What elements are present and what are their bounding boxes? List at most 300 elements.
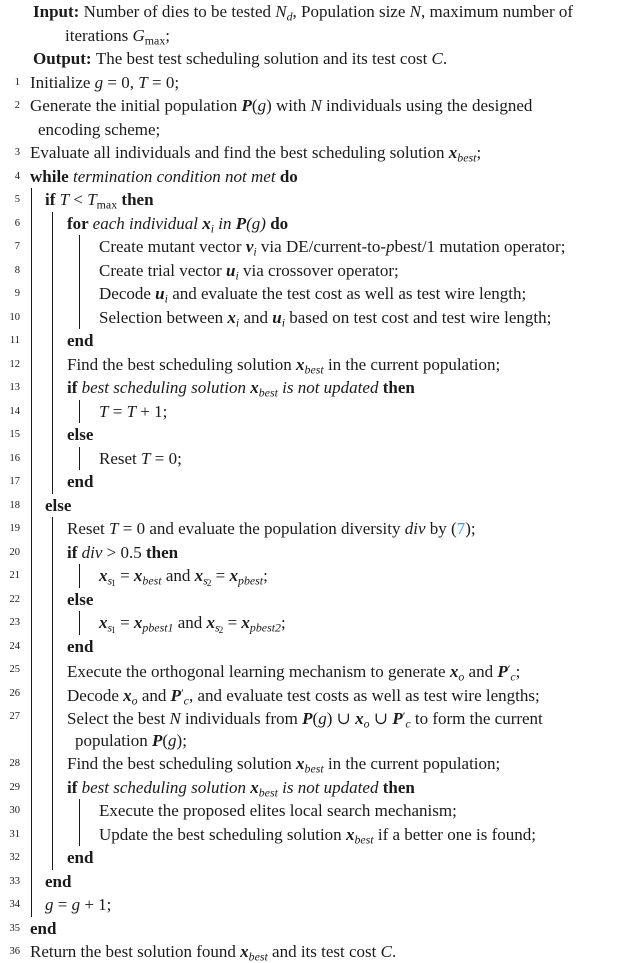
line-number: 34 — [9, 899, 20, 910]
text-part: if — [67, 542, 82, 562]
indent-rule — [79, 564, 80, 588]
text-part: pbest1 — [142, 620, 174, 635]
algo-line — [0, 611, 640, 635]
indent-rule — [79, 823, 80, 847]
algo-line — [0, 494, 640, 518]
text-part: . — [391, 942, 397, 961]
text-part: u — [225, 260, 236, 280]
text-part: s — [107, 620, 113, 635]
indent-rule — [31, 235, 32, 259]
text-part: 1 — [111, 579, 116, 590]
algo-line — [0, 823, 640, 847]
text-part: C — [380, 942, 392, 961]
text-part: in — [214, 213, 236, 233]
text-part: best — [248, 949, 268, 963]
text-part: pbest — [238, 573, 264, 588]
line-number: 25 — [9, 664, 20, 675]
indent-rule — [52, 541, 53, 565]
text-part: + 1; — [80, 895, 112, 914]
indent-rule — [79, 259, 80, 283]
text-part: if — [67, 378, 82, 397]
text-part: , Population size — [292, 2, 410, 21]
text-part: ) — [260, 213, 266, 233]
line-text — [67, 541, 640, 565]
indent-rule — [52, 235, 53, 259]
line-number: 32 — [9, 852, 20, 863]
indent-rule — [52, 846, 53, 870]
text-part: div — [404, 519, 426, 538]
text-part: x — [250, 378, 259, 397]
line-number: 29 — [9, 781, 20, 793]
indent-rule — [52, 682, 53, 706]
indent-rule — [52, 470, 53, 494]
text-part: best scheduling solution — [81, 378, 251, 397]
text-part: max — [96, 197, 118, 212]
algo-line — [0, 71, 640, 95]
algo-line — [0, 447, 640, 471]
algo-line — [0, 893, 640, 917]
text-part: if — [45, 190, 60, 209]
text-part: N — [169, 709, 181, 729]
text-part: x — [227, 307, 236, 327]
text-part: ); — [176, 730, 187, 750]
text-part: x — [449, 662, 459, 682]
text-part: then — [382, 777, 415, 797]
indent-rule — [79, 799, 80, 823]
indent-rule — [79, 235, 80, 259]
line-number: 13 — [9, 382, 20, 393]
line-text — [30, 94, 640, 118]
indent-rule — [31, 259, 32, 283]
text-part: g — [94, 72, 104, 92]
text-part: x — [99, 613, 108, 632]
text-part: o — [363, 716, 370, 731]
text-part: Selection between — [99, 307, 228, 327]
indent-rule — [31, 846, 32, 870]
text-part: Output: — [33, 49, 96, 68]
algo-line — [0, 353, 640, 377]
text-part: Execute the orthogonal learning mechanism to generate — [67, 662, 450, 682]
text-part: and — [137, 685, 171, 705]
text-part: do — [265, 213, 289, 233]
indent-rule — [79, 400, 80, 424]
text-part: Execute the proposed elites local search mechanism; — [99, 801, 457, 820]
indent-rule — [31, 517, 32, 541]
line-number: 28 — [9, 758, 20, 769]
text-part: ( — [312, 709, 319, 729]
text-part: ( — [246, 213, 252, 233]
text-part: x — [206, 613, 215, 632]
line-text — [45, 494, 640, 518]
line-text — [67, 635, 640, 659]
text-part: Reset — [67, 519, 110, 538]
algo-line — [0, 306, 640, 330]
indent-rule — [31, 611, 32, 635]
indent-rule — [79, 306, 80, 330]
algo-line — [0, 212, 640, 236]
indent-rule — [52, 611, 53, 635]
indent-rule — [52, 212, 53, 236]
text-part: g — [71, 895, 81, 914]
text-part: Find the best scheduling solution — [67, 754, 297, 773]
line-number: 23 — [9, 617, 20, 628]
text-part: i — [164, 291, 168, 306]
indent-rule — [52, 776, 53, 800]
text-part: P — [302, 709, 313, 729]
indent-rule — [31, 776, 32, 800]
text-part: if a better one is found; — [373, 824, 536, 844]
line-number: 36 — [9, 946, 20, 957]
line-number: 2 — [14, 100, 20, 111]
text-part: P — [235, 213, 247, 233]
text-part: + 1; — [136, 401, 168, 421]
indent-rule — [31, 306, 32, 330]
indent-rule — [52, 705, 53, 729]
text-part: end — [67, 331, 94, 350]
text-part: x — [240, 942, 249, 961]
text-part: best — [304, 761, 324, 776]
text-part: P — [170, 685, 182, 705]
text-part: x — [241, 613, 250, 632]
algo-line — [0, 917, 640, 941]
text-part: else — [67, 589, 94, 609]
text-part: x — [99, 566, 108, 585]
line-number: 20 — [9, 546, 20, 558]
text-part: x — [133, 566, 143, 585]
algo-line — [0, 259, 640, 283]
indent-rule — [52, 376, 53, 400]
text-part: T — [87, 190, 97, 209]
indent-rule — [31, 188, 32, 212]
line-text — [67, 846, 640, 870]
text-part: c — [183, 693, 189, 708]
indent-rule — [52, 517, 53, 541]
text-part: best — [258, 385, 278, 400]
text-part: c — [405, 716, 411, 731]
text-part: 2 — [206, 579, 212, 590]
indent-rule — [52, 658, 53, 682]
algo-line — [0, 776, 640, 800]
line-number: 31 — [9, 828, 20, 840]
text-part: via DE/current-to- — [256, 237, 387, 256]
line-text — [67, 588, 640, 612]
indent-rule — [52, 635, 53, 659]
text-part: T — [138, 72, 148, 92]
text-part: ( — [162, 730, 169, 750]
text-part: individuals using the designed — [321, 96, 533, 115]
line-number: 22 — [9, 593, 20, 605]
algo-line — [0, 799, 640, 823]
indent-rule — [52, 423, 53, 447]
text-part: o — [458, 669, 465, 684]
text-part: T — [59, 190, 70, 209]
text-part: else — [67, 425, 94, 444]
text-part: i — [235, 268, 239, 283]
indent-rule — [31, 635, 32, 659]
indent-rule — [31, 212, 32, 236]
line-text — [30, 71, 640, 95]
text-part: ∪ — [369, 709, 393, 729]
text-part: Initialize — [30, 72, 95, 92]
text-part: g — [251, 213, 261, 233]
text-part: s — [203, 573, 208, 588]
text-part: c — [510, 669, 516, 684]
text-part: is not updated — [277, 378, 383, 397]
line-text — [67, 470, 640, 494]
text-part: P — [151, 730, 163, 750]
indent-rule — [52, 282, 53, 306]
text-part: by ( — [425, 519, 457, 538]
text-part: x — [355, 709, 364, 729]
text-part: i — [281, 315, 286, 330]
text-part: Number of dies to be tested — [83, 2, 276, 21]
algo-line — [0, 752, 640, 776]
text-part: x — [123, 685, 132, 705]
indent-rule — [79, 611, 80, 635]
text-part: ′ — [181, 685, 184, 700]
text-part: 1 — [111, 626, 116, 637]
indent-rule — [31, 423, 32, 447]
text-part: else — [45, 495, 72, 515]
text-part: ′ — [402, 709, 406, 723]
text-part: end — [67, 472, 94, 491]
line-text — [75, 729, 640, 753]
indent-rule — [31, 447, 32, 471]
text-part: T — [99, 401, 109, 421]
line-number: 6 — [14, 217, 20, 229]
text-part: Input: — [33, 2, 84, 21]
text-part: g — [318, 709, 327, 729]
text-part: for — [67, 213, 93, 233]
algo-line — [0, 47, 640, 71]
text-part: = — [223, 613, 242, 632]
algo-line — [0, 541, 640, 565]
algo-line — [0, 141, 640, 165]
indent-rule — [31, 870, 32, 894]
indent-rule — [31, 282, 32, 306]
text-part: Update the best scheduling solution — [99, 824, 346, 844]
algo-line — [0, 940, 640, 963]
text-part: iterations — [65, 25, 133, 45]
text-part: Select the best — [67, 709, 170, 729]
line-number: 8 — [14, 264, 20, 276]
text-part: while — [30, 166, 73, 186]
algo-line — [0, 24, 640, 48]
algo-line — [0, 118, 640, 142]
line-number: 24 — [9, 640, 20, 652]
line-number: 17 — [9, 476, 20, 487]
text-part: ) with — [266, 96, 311, 115]
text-part: x — [250, 777, 259, 797]
indent-rule — [52, 353, 53, 377]
indent-rule — [31, 893, 32, 917]
line-text — [67, 329, 640, 353]
text-part: > 0.5 — [102, 542, 147, 562]
algo-line — [0, 376, 640, 400]
line-number: 3 — [14, 147, 20, 158]
text-part: end — [30, 918, 57, 938]
text-part: population — [75, 730, 152, 750]
line-number: 26 — [9, 687, 20, 699]
text-part: and evaluate the test cost as well as test wire length; — [167, 284, 527, 303]
text-part: = 0; — [147, 72, 180, 92]
line-number: 21 — [9, 570, 20, 581]
text-part: ); — [465, 519, 476, 538]
algo-line — [0, 729, 640, 753]
text-part: ′ — [507, 662, 511, 676]
line-number: 19 — [9, 523, 20, 534]
equation-ref-link[interactable]: 7 — [456, 519, 466, 538]
line-text — [99, 799, 640, 823]
indent-rule — [31, 705, 32, 729]
line-text — [30, 165, 640, 189]
algo-line — [0, 94, 640, 118]
line-number: 12 — [9, 358, 20, 370]
algo-line — [0, 564, 640, 588]
indent-rule — [31, 494, 32, 518]
text-part: and — [464, 662, 498, 682]
text-part: x — [296, 754, 305, 773]
algo-line — [0, 870, 640, 894]
text-part: g — [257, 96, 267, 115]
text-part: and — [173, 613, 207, 632]
indent-rule — [31, 564, 32, 588]
indent-rule — [31, 376, 32, 400]
algo-line — [0, 682, 640, 706]
line-text — [38, 118, 640, 142]
text-part: Reset — [99, 448, 142, 468]
text-part: ; — [165, 25, 171, 45]
text-part: to form the current — [410, 709, 543, 729]
line-text — [30, 940, 640, 963]
text-part: then — [117, 190, 154, 209]
algo-line — [0, 329, 640, 353]
text-part: x — [194, 566, 204, 585]
algo-line — [0, 846, 640, 870]
text-part: . — [442, 49, 448, 68]
line-text — [99, 447, 640, 471]
text-part: i — [235, 315, 240, 330]
algo-line — [0, 400, 640, 424]
text-part: then — [382, 378, 415, 397]
algo-line — [0, 635, 640, 659]
algo-line — [0, 705, 640, 729]
text-part: T — [109, 519, 119, 538]
text-part: each individual — [92, 213, 203, 233]
text-part: u — [155, 284, 165, 303]
indent-rule — [31, 329, 32, 353]
text-part: u — [272, 307, 282, 327]
text-part: and — [239, 307, 273, 327]
line-number: 16 — [9, 452, 20, 464]
text-part: best/1 mutation operator; — [394, 237, 566, 256]
text-part: Generate the initial population — [30, 96, 242, 115]
algo-line — [0, 235, 640, 259]
indent-rule — [31, 682, 32, 706]
text-part: max — [144, 33, 166, 48]
text-part: ( — [251, 96, 258, 115]
text-part: individuals from — [180, 709, 303, 729]
text-part: termination condition not met — [72, 166, 280, 186]
indent-rule — [52, 447, 53, 471]
text-part: ; — [263, 566, 268, 585]
text-part: = — [211, 566, 230, 585]
text-part: best — [354, 832, 374, 847]
text-part: best — [304, 362, 324, 377]
text-part: x — [229, 566, 239, 585]
indent-rule — [31, 470, 32, 494]
indent-rule — [79, 282, 80, 306]
indent-rule — [52, 588, 53, 612]
text-part: d — [286, 9, 293, 24]
line-text — [67, 517, 640, 541]
text-part: pbest2 — [249, 620, 281, 635]
line-number: 11 — [9, 335, 20, 346]
line-number: 18 — [9, 499, 20, 511]
text-part: = — [108, 401, 127, 421]
algo-line — [0, 588, 640, 612]
algo-line — [0, 165, 640, 189]
text-part: = 0, — [103, 72, 139, 92]
text-part: o — [131, 693, 138, 708]
text-part: end — [67, 848, 94, 867]
algo-line — [0, 517, 640, 541]
text-part: = — [115, 566, 134, 585]
indent-rule — [31, 799, 32, 823]
text-part: in the current population; — [323, 754, 501, 773]
text-part: g — [168, 730, 177, 750]
text-part: < — [69, 190, 88, 209]
text-part: The best test scheduling solution and its test cost — [95, 49, 432, 68]
algo-line — [0, 188, 640, 212]
text-part: = 0; — [150, 448, 182, 468]
text-part: , and evaluate test costs as well as test wire lengths; — [188, 685, 540, 705]
text-part: Create mutant vector — [99, 237, 246, 256]
indent-rule — [52, 306, 53, 330]
indent-rule — [52, 259, 53, 283]
line-number: 1 — [14, 76, 20, 88]
text-part: x — [345, 824, 355, 844]
line-text — [30, 917, 640, 941]
text-part: ) ∪ — [326, 709, 356, 729]
text-part: best scheduling solution — [81, 777, 251, 797]
indent-rule — [52, 329, 53, 353]
text-part: div — [81, 542, 103, 562]
text-part: = — [53, 895, 72, 914]
line-number: 33 — [9, 875, 20, 887]
indent-rule — [31, 729, 32, 753]
text-part: P — [241, 96, 252, 115]
text-part: best — [258, 785, 278, 800]
text-part: C — [431, 49, 443, 68]
line-number: 27 — [9, 711, 20, 722]
text-part: P — [497, 662, 508, 682]
line-number: 30 — [9, 805, 20, 816]
text-part: g — [45, 895, 54, 914]
line-number: 14 — [9, 405, 20, 417]
text-part: ; — [280, 613, 286, 632]
indent-rule — [31, 752, 32, 776]
indent-rule — [52, 799, 53, 823]
indent-rule — [79, 447, 80, 471]
indent-rule — [31, 658, 32, 682]
text-part: in the current population; — [323, 354, 501, 374]
indent-rule — [52, 400, 53, 424]
text-part: best — [142, 573, 162, 588]
algo-line — [0, 658, 640, 682]
line-number: 35 — [9, 922, 20, 934]
line-number: 15 — [9, 429, 20, 440]
